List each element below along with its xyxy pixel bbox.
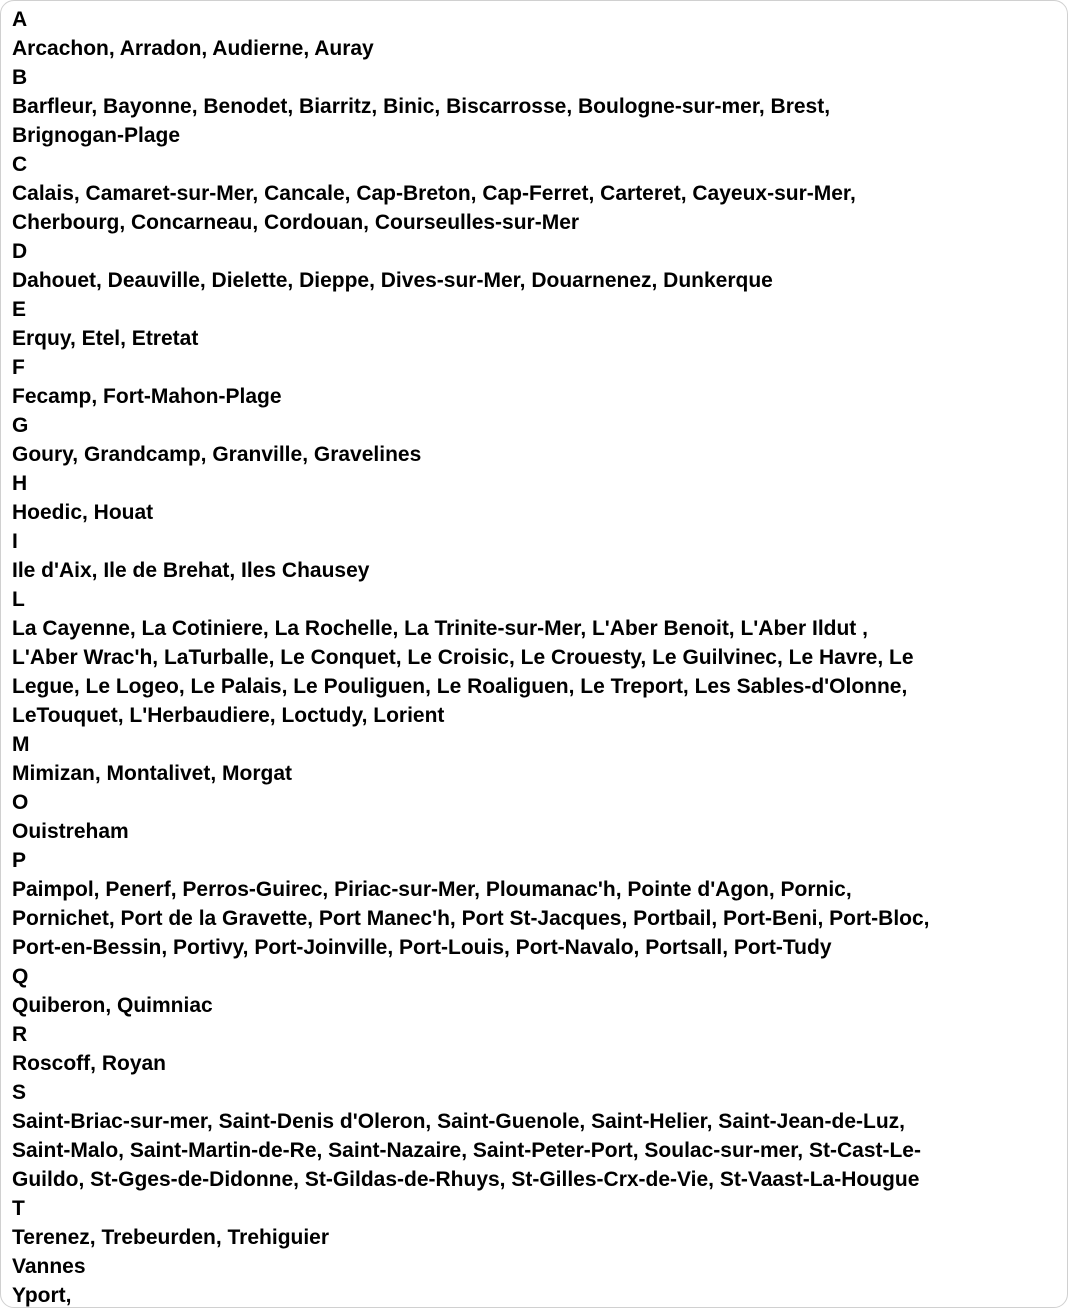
port-names-line: Ouistreham	[12, 820, 129, 843]
section-port-names	[12, 179, 1068, 237]
port-names-line: Fecamp, Fort-Mahon-Plage	[12, 385, 282, 408]
port-names-line: Goury, Grandcamp, Granville, Gravelines	[12, 443, 422, 466]
section-letter-heading: D	[12, 240, 28, 263]
port-names-line: Mimizan, Montalivet, Morgat	[12, 762, 293, 785]
port-names-line: Barfleur, Bayonne, Benodet, Biarritz, Binic, Biscarrosse, Boulogne-sur-mer, Brest,	[12, 95, 831, 118]
section-port-names	[12, 1252, 1068, 1281]
port-names-line: Saint-Malo, Saint-Martin-de-Re, Saint-Nazaire, Saint-Peter-Port, Soulac-sur-mer, St-Cast-Le-	[12, 1139, 921, 1162]
section-letter-heading: Q	[12, 965, 29, 988]
port-names-line: Yport,	[12, 1284, 72, 1307]
port-names-line: Brignogan-Plage	[12, 124, 181, 147]
section-letter-heading: P	[12, 849, 27, 872]
section-letter-heading: R	[12, 1023, 28, 1046]
port-names-line: Arcachon, Arradon, Audierne, Auray	[12, 37, 374, 60]
section-letter-heading: C	[12, 153, 28, 176]
section-letter-heading: F	[12, 356, 25, 379]
section-letter-heading: S	[12, 1081, 27, 1104]
section-port-names	[12, 1107, 1068, 1194]
section-port-names	[12, 817, 1068, 846]
section-port-names	[12, 1223, 1068, 1252]
port-names-line: Legue, Le Logeo, Le Palais, Le Pouliguen, Le Roaliguen, Le Treport, Les Sables-d'Olonne,	[12, 675, 908, 698]
port-names-line: L'Aber Wrac'h, LaTurballe, Le Conquet, Le Croisic, Le Crouesty, Le Guilvinec, Le Havre, Le	[12, 646, 914, 669]
port-names-line: Pornichet, Port de la Gravette, Port Manec'h, Port St-Jacques, Portbail, Port-Beni, Port-Bloc,	[12, 907, 930, 930]
section-letter-heading: T	[12, 1197, 25, 1220]
port-names-line: Guildo, St-Gges-de-Didonne, St-Gildas-de-Rhuys, St-Gilles-Crx-de-Vie, St-Vaast-La-Hougue	[12, 1168, 920, 1191]
section-port-names	[12, 875, 1068, 962]
section-port-names	[12, 556, 1068, 585]
section-port-names	[12, 34, 1068, 63]
port-names-line: Port-en-Bessin, Portivy, Port-Joinville, Port-Louis, Port-Navalo, Portsall, Port-Tudy	[12, 936, 832, 959]
port-names-line: Roscoff, Royan	[12, 1052, 167, 1075]
port-names-line: Erquy, Etel, Etretat	[12, 327, 199, 350]
section-letter-heading: A	[12, 8, 28, 31]
port-names-line: Calais, Camaret-sur-Mer, Cancale, Cap-Breton, Cap-Ferret, Carteret, Cayeux-sur-Mer,	[12, 182, 856, 205]
section-port-names	[12, 614, 1068, 730]
section-port-names	[12, 1049, 1068, 1078]
section-port-names	[12, 991, 1068, 1020]
section-letter-heading: E	[12, 298, 27, 321]
section-letter-heading: B	[12, 66, 28, 89]
port-names-line: Vannes	[12, 1255, 86, 1278]
section-port-names	[12, 1281, 1068, 1308]
port-names-line: La Cayenne, La Cotiniere, La Rochelle, La Trinite-sur-Mer, L'Aber Benoit, L'Aber Ildut ,	[12, 617, 868, 640]
section-port-names	[12, 324, 1068, 353]
section-port-names	[12, 92, 1068, 150]
port-names-line: Quiberon, Quimniac	[12, 994, 213, 1017]
section-letter-heading: M	[12, 733, 30, 756]
port-names-line: Hoedic, Houat	[12, 501, 154, 524]
port-names-line: Dahouet, Deauville, Dielette, Dieppe, Dives-sur-Mer, Douarnenez, Dunkerque	[12, 269, 773, 292]
section-letter-heading: O	[12, 791, 29, 814]
section-port-names	[12, 382, 1068, 411]
port-names-line: Cherbourg, Concarneau, Cordouan, Courseulles-sur-Mer	[12, 211, 580, 234]
port-names-line: Paimpol, Penerf, Perros-Guirec, Piriac-sur-Mer, Ploumanac'h, Pointe d'Agon, Pornic,	[12, 878, 852, 901]
section-letter-heading: G	[12, 414, 29, 437]
port-index-list	[12, 5, 1068, 1308]
port-names-line: Terenez, Trebeurden, Trehiguier	[12, 1226, 330, 1249]
section-port-names	[12, 266, 1068, 295]
section-letter-heading: I	[12, 530, 18, 553]
port-names-line: Saint-Briac-sur-mer, Saint-Denis d'Oleron, Saint-Guenole, Saint-Helier, Saint-Jean-de-Luz,	[12, 1110, 905, 1133]
section-letter-heading: H	[12, 472, 28, 495]
port-names-line: Ile d'Aix, Ile de Brehat, Iles Chausey	[12, 559, 370, 582]
section-port-names	[12, 498, 1068, 527]
section-port-names	[12, 759, 1068, 788]
port-names-line: LeTouquet, L'Herbaudiere, Loctudy, Lorient	[12, 704, 445, 727]
section-letter-heading: L	[12, 588, 25, 611]
section-port-names	[12, 440, 1068, 469]
